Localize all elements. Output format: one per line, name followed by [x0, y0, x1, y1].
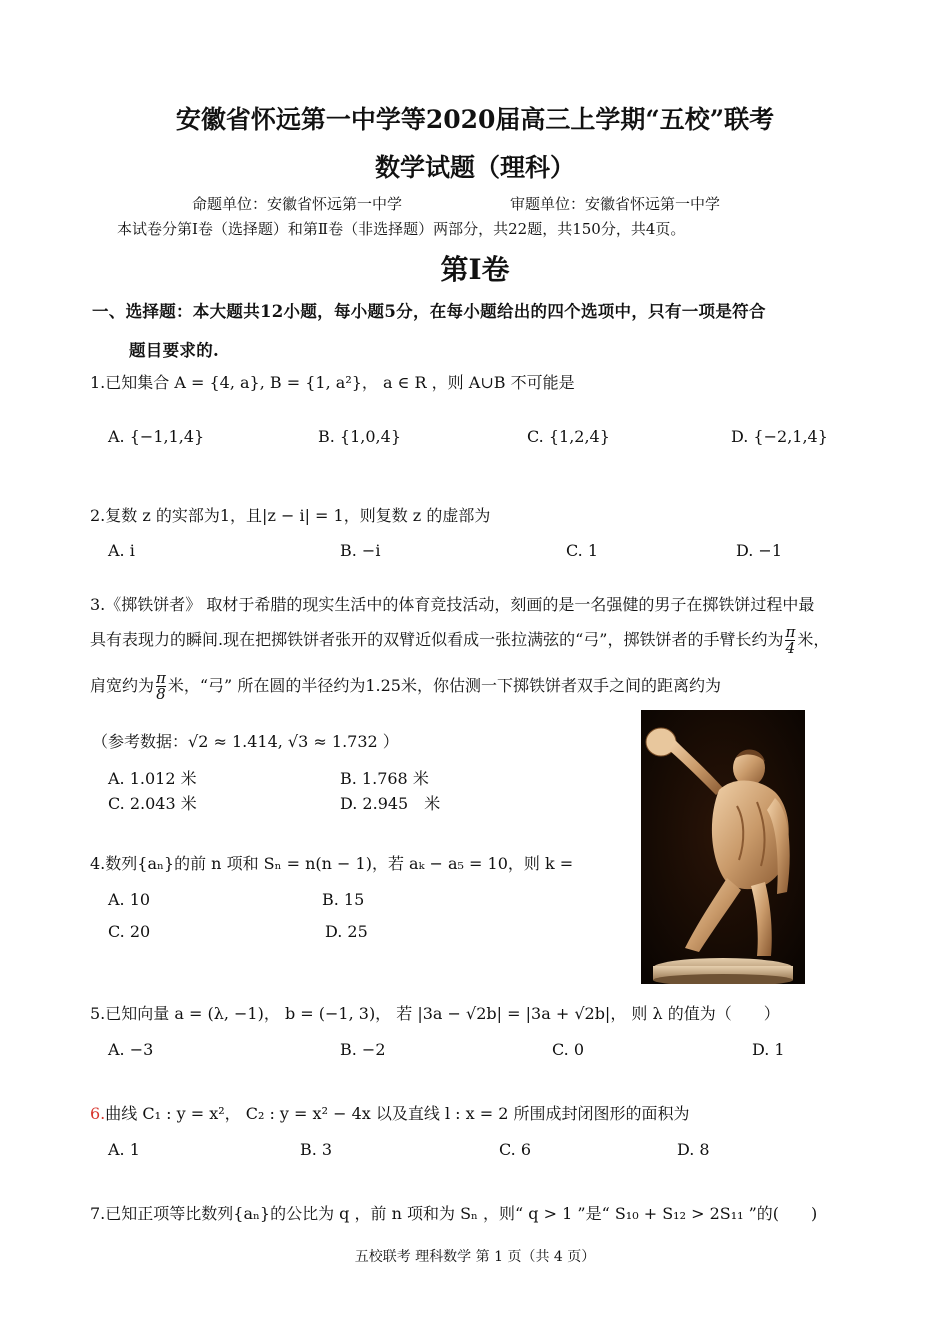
review-unit: 审题单位：安徽省怀远第一中学	[510, 195, 721, 213]
volume-heading: 第Ⅰ卷	[440, 253, 510, 286]
question-7: 7.已知正项等比数列{aₙ}的公比为 q ，前 n 项和为 Sₙ ，则“ q > 1 ”是“ S₁₀ + S₁₂ > 2S₁₁ ”的( )	[90, 1204, 818, 1223]
q1-option-c: C. {1,2,4}	[527, 427, 610, 446]
q3-reference-data: （参考数据：√2 ≈ 1.414, √3 ≈ 1.732 ）	[92, 732, 399, 751]
q3-line3-prefix: 肩宽约为	[90, 676, 155, 695]
frac1-numerator: π	[785, 623, 796, 641]
q2-option-a: A. i	[108, 541, 135, 560]
q3-line3-text: 米，“弓” 所在圆的半径约为1.25米，你估测一下掷铁饼者双手之间的距离约为	[167, 676, 721, 695]
q5-option-d: D. 1	[752, 1040, 785, 1059]
fraction-pi-over-8	[156, 671, 166, 702]
q5-option-b: B. −2	[340, 1040, 386, 1059]
question-5: 5.已知向量 a = (λ, −1)， b = (−1, 3)， 若 |3a − √2b| = |3a + √2b|， 则 λ 的值为（ ）	[90, 1004, 780, 1023]
exam-info: 本试卷分第Ⅰ卷（选择题）和第Ⅱ卷（非选择题）两部分，共22题，共150分，共4页。	[117, 220, 686, 238]
question-4: 4.数列{aₙ}的前 n 项和 Sₙ = n(n − 1)，若 aₖ − a₅ = 10，则 k =	[90, 854, 574, 873]
fraction-pi-over-4	[785, 625, 795, 656]
q4-option-c: C. 20	[108, 922, 151, 941]
frac2-denominator: 8	[156, 685, 166, 703]
q4-option-b: B. 15	[322, 890, 365, 909]
q2-option-d: D. −1	[736, 541, 783, 560]
exam-title: 安徽省怀远第一中学等2020届高三上学期“五校”联考	[175, 105, 775, 134]
q3-line2-suffix: 米，	[797, 630, 830, 649]
q4-option-d: D. 25	[325, 922, 368, 941]
q3-option-b: B. 1.768 米	[340, 769, 429, 788]
q6-option-a: A. 1	[108, 1140, 140, 1159]
q3-option-d: D. 2.945 米	[340, 794, 441, 813]
question-6	[90, 1101, 690, 1124]
q1-option-d: D. {−2,1,4}	[731, 427, 828, 446]
q3-option-a: A. 1.012 米	[108, 769, 197, 788]
q5-option-c: C. 0	[552, 1040, 585, 1059]
q6-option-c: C. 6	[499, 1140, 532, 1159]
q2-option-c: C. 1	[566, 541, 599, 560]
question-2: 2.复数 z 的实部为1，且|z − i| = 1，则复数 z 的虚部为	[90, 506, 491, 525]
question-3-line2	[90, 618, 829, 662]
q5-option-a: A. −3	[108, 1040, 154, 1059]
page-footer: 五校联考 理科数学 第 1 页（共 4 页）	[354, 1249, 596, 1265]
section-heading-line2: 题目要求的.	[129, 341, 220, 360]
frac1-denominator: 4	[785, 639, 796, 657]
author-unit: 命题单位：安徽省怀远第一中学	[192, 195, 403, 213]
q6-text: 曲线 C₁ : y = x²， C₂ : y = x² − 4x 以及直线 l : x = 2 所围成封闭图形的面积为	[105, 1104, 690, 1123]
question-3-line3	[90, 664, 721, 708]
q3-option-c: C. 2.043 米	[108, 794, 197, 813]
q2-option-b: B. −i	[340, 541, 381, 560]
q6-option-b: B. 3	[300, 1140, 333, 1159]
q1-option-a: A. {−1,1,4}	[108, 427, 205, 446]
q6-number: 6.	[90, 1104, 106, 1123]
section-heading-line1: 一、选择题：本大题共12小题，每小题5分，在每小题给出的四个选项中，只有一项是符合	[92, 302, 766, 321]
q1-option-b: B. {1,0,4}	[318, 427, 401, 446]
exam-subtitle: 数学试题（理科）	[374, 153, 575, 182]
q3-line2-text: 具有表现力的瞬间.现在把掷铁饼者张开的双臂近似看成一张拉满弦的“弓”，掷铁饼者的手臂长约为	[90, 630, 784, 649]
question-1: 1.已知集合 A = {4, a}, B = {1, a²}， a ∈ R ，则 A∪B 不可能是	[90, 373, 575, 392]
question-3-line1: 3.《掷铁饼者》 取材于希腊的现实生活中的体育竞技活动，刻画的是一名强健的男子在掷铁饼过程中最	[90, 595, 815, 614]
q4-option-a: A. 10	[108, 890, 151, 909]
discobolus-statue-image	[641, 710, 805, 984]
q6-option-d: D. 8	[677, 1140, 710, 1159]
frac2-numerator: π	[156, 669, 166, 687]
